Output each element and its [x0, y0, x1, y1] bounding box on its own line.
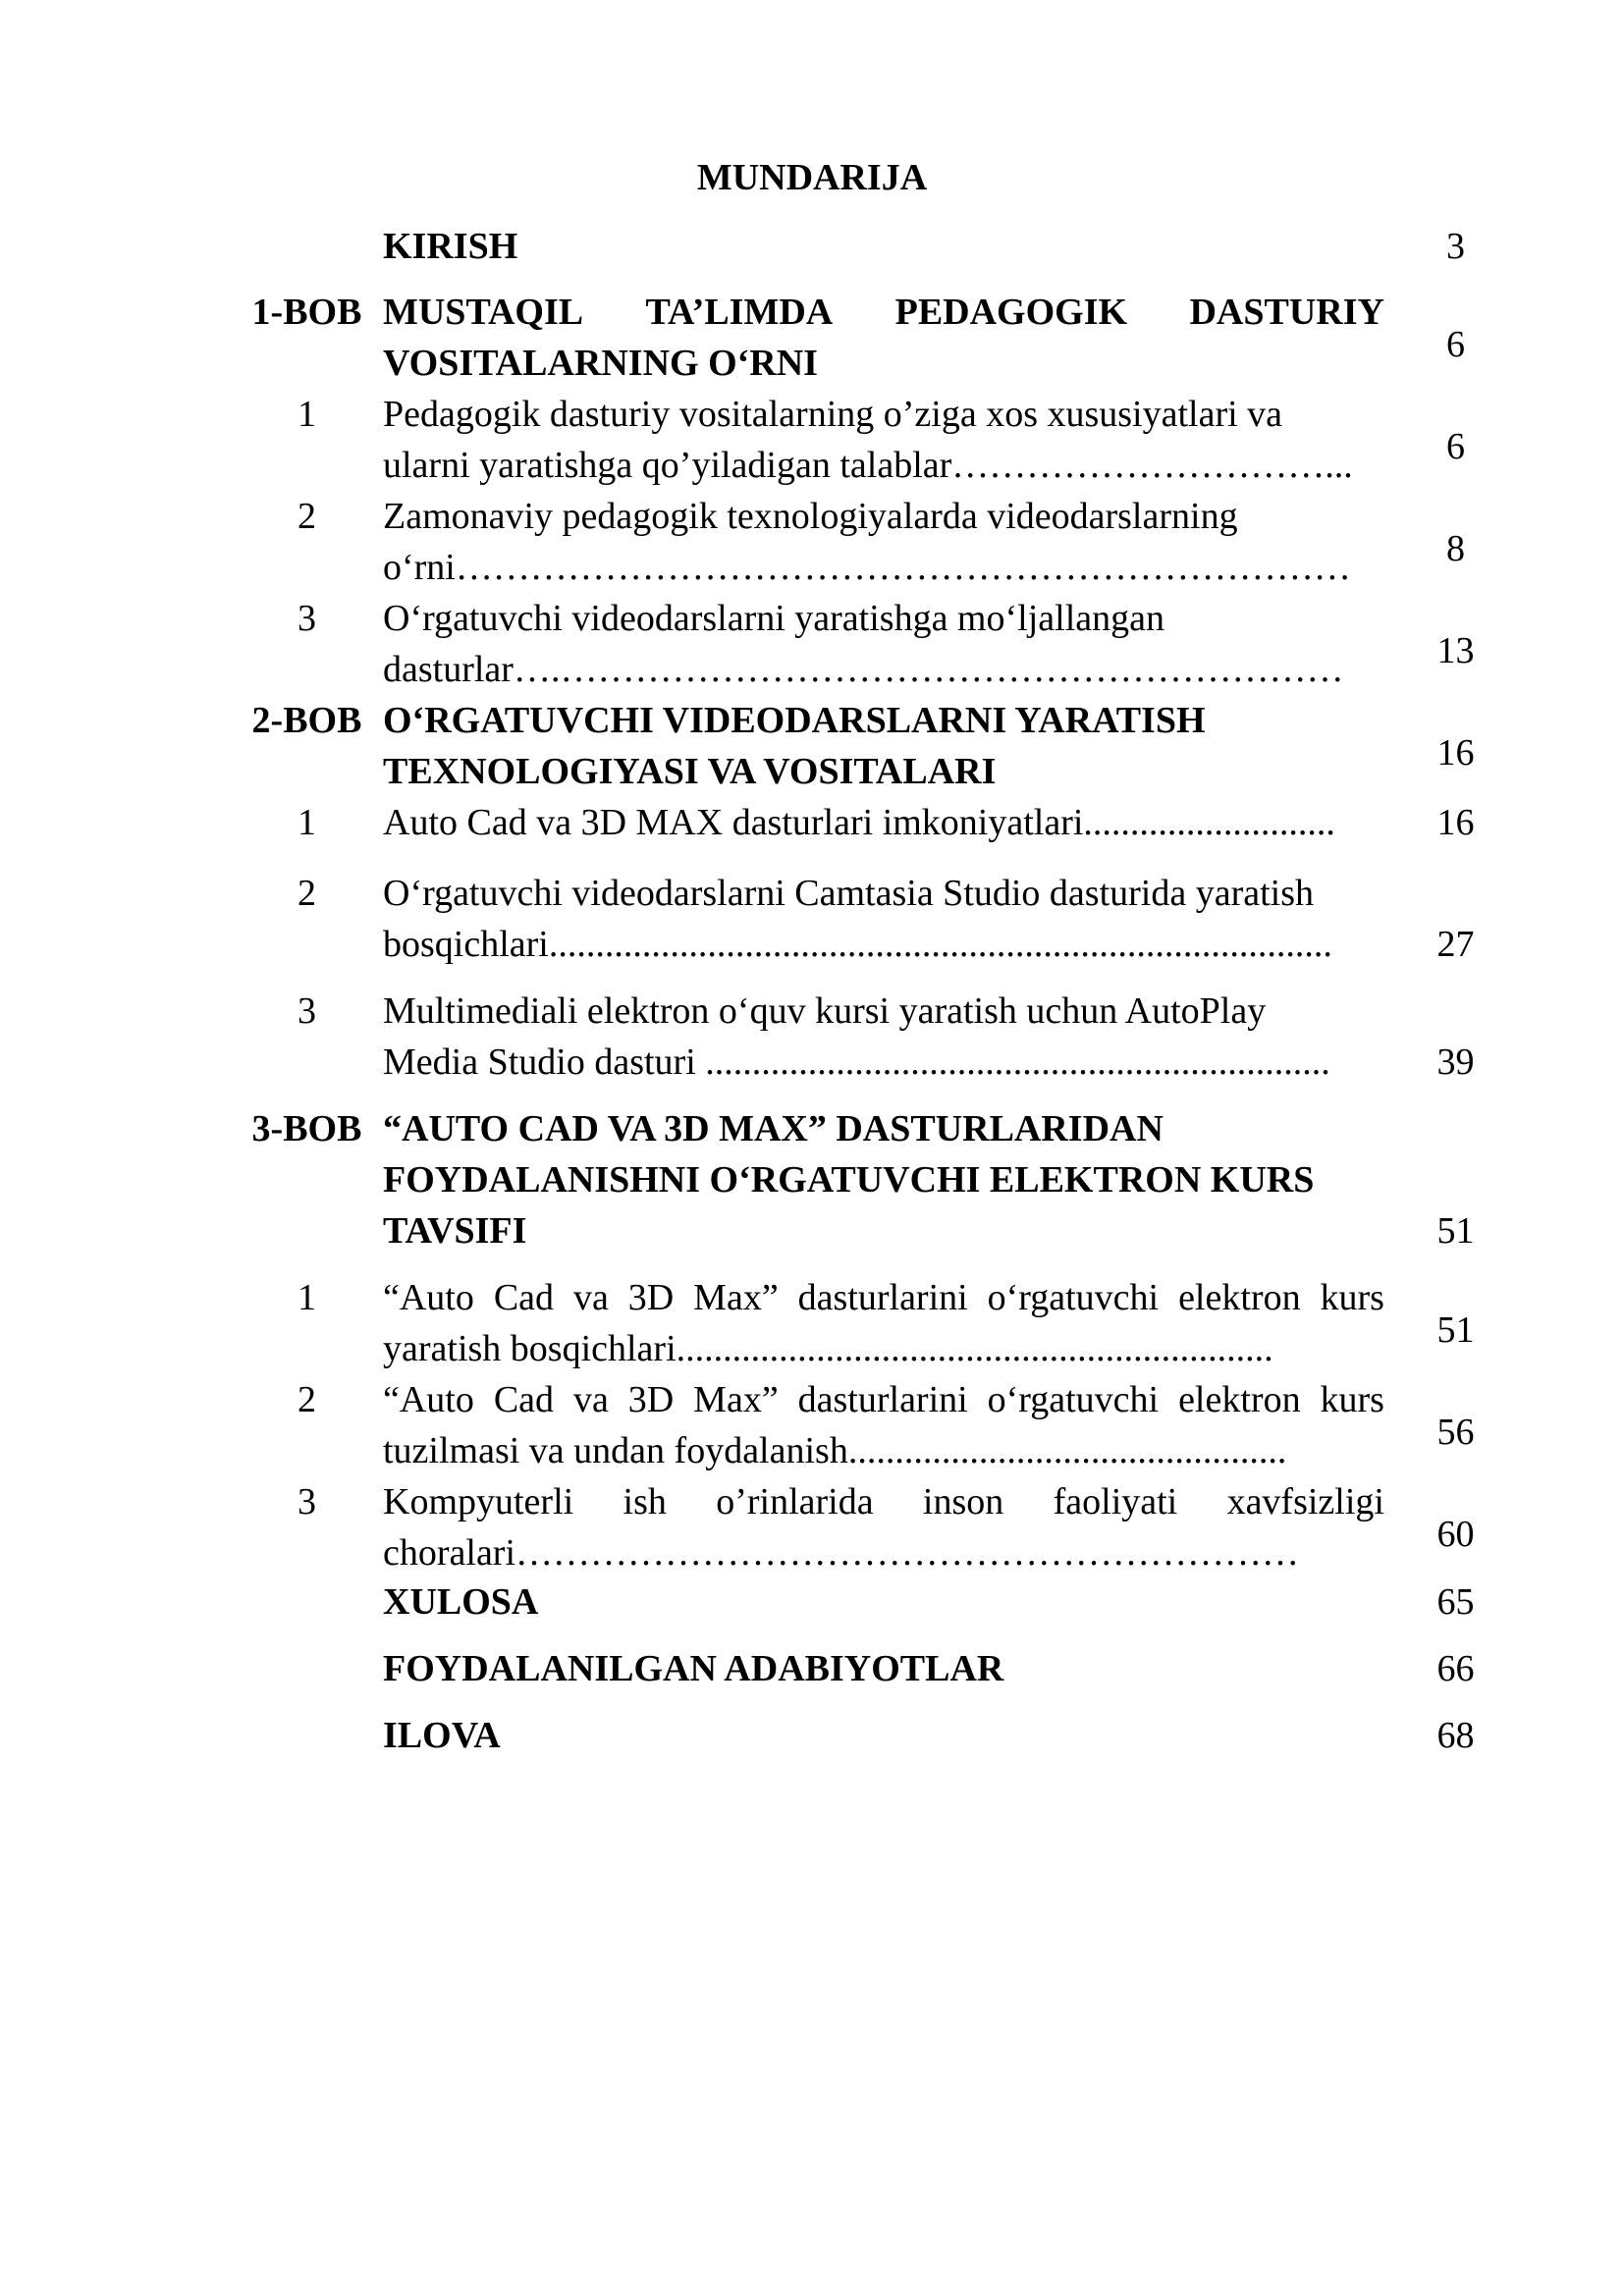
toc-entry-title-line: Multimediali elektron o‘quv kursi yaratish uchun AutoPlay [383, 990, 1267, 1032]
word: TA’LIMDA [645, 292, 834, 333]
toc-entry-number: 1 [298, 802, 316, 843]
toc-entry-title: XULOSA [383, 1581, 539, 1623]
toc-entry-number: 3 [298, 990, 316, 1032]
justified-line [383, 1476, 1384, 1527]
toc-entry-title-line: o‘rni……………………………………………………………… [383, 547, 1351, 588]
toc-entry-title-line: TEXNOLOGIYASI VA VOSITALARI [383, 751, 997, 792]
word: xavfsizligi [1226, 1481, 1384, 1522]
toc-entry-title: ILOVA [383, 1715, 501, 1756]
toc-entry-number: 1 [298, 394, 316, 435]
toc-entry-page: 68 [1436, 1715, 1475, 1756]
toc-entry-title-line: “AUTO CAD VA 3D MAX” DASTURLARIDAN [383, 1108, 1164, 1149]
word: “Auto [383, 1379, 474, 1420]
toc-entry-title-line: VOSITALARNING O‘RNI [383, 343, 818, 384]
toc-entry-title-line: FOYDALANISHNI O‘RGATUVCHI ELEKTRON KURS [383, 1159, 1315, 1201]
toc-entry-title-line: TAVSIFI [383, 1210, 527, 1252]
toc-entry-title-line: dasturlar….……………………………………………………… [383, 649, 1344, 690]
word: va [572, 1277, 609, 1318]
toc-entry-number: 1-BOB [251, 292, 362, 333]
toc-entry-page: 51 [1436, 1309, 1475, 1351]
toc-entry-page: 66 [1436, 1648, 1475, 1689]
toc-entry-number: 2-BOB [251, 700, 362, 741]
toc-entry-number: 3 [298, 598, 316, 639]
toc-entry-page: 13 [1436, 630, 1475, 671]
toc-entry-page: 39 [1436, 1041, 1475, 1083]
toc-entry-title-line: Pedagogik dasturiy vositalarning o’ziga xos xususiyatlari va [383, 394, 1283, 435]
toc-entry-title-line: bosqichlari.................................................................................... [383, 924, 1332, 965]
toc-entry-title-line: yaratish bosqichlari................................................................ [383, 1328, 1273, 1369]
word: Kompyuterli [383, 1481, 574, 1522]
toc-entry-page: 6 [1446, 426, 1465, 467]
toc-entry-page: 56 [1436, 1412, 1475, 1453]
word: MUSTAQIL [383, 292, 584, 333]
toc-entry-page: 3 [1446, 226, 1465, 267]
word: va [572, 1379, 609, 1420]
justified-line [383, 1272, 1384, 1323]
word: dasturlarini [797, 1277, 968, 1318]
toc-entry-number: 2 [298, 1379, 316, 1420]
toc-entry-page: 6 [1446, 324, 1465, 365]
word: o‘rgatuvchi [987, 1379, 1160, 1420]
word: PEDAGOGIK [894, 292, 1128, 333]
word: 3D [627, 1379, 675, 1420]
justified-line [383, 1374, 1384, 1425]
toc-entry-page: 51 [1436, 1210, 1475, 1252]
word: “Auto [383, 1277, 474, 1318]
toc-entry-title-line: O‘RGATUVCHI VIDEODARSLARNI YARATISH [383, 700, 1206, 741]
toc-entry-page: 16 [1436, 732, 1475, 774]
toc-entry-title-line: ularni yaratishga qo’yiladigan talablar…………………………... [383, 445, 1353, 486]
word: o’rinlarida [716, 1481, 874, 1522]
word: elektron [1178, 1379, 1301, 1420]
word: o‘rgatuvchi [987, 1277, 1160, 1318]
toc-entry-title-line [383, 287, 1384, 338]
word: Max” [693, 1277, 779, 1318]
toc-entry-page: 16 [1436, 802, 1475, 843]
word: DASTURIY [1189, 292, 1384, 333]
toc-entry-page: 27 [1436, 924, 1475, 965]
toc-entry-number: 1 [298, 1277, 316, 1318]
toc-entry-title: FOYDALANILGAN ADABIYOTLAR [383, 1648, 1004, 1689]
toc-entry-number: 2 [298, 496, 316, 537]
word: faoliyati [1053, 1481, 1178, 1522]
word: Cad [493, 1379, 555, 1420]
toc-entry-title-line: Auto Cad va 3D MAX dasturlari imkoniyatlari........................... [383, 802, 1335, 843]
word: inson [922, 1481, 1004, 1522]
toc-entry-title-line: tuzilmasi va undan foydalanish............................................... [383, 1430, 1287, 1471]
word: dasturlarini [797, 1379, 968, 1420]
toc-entry-number: 3-BOB [251, 1108, 362, 1149]
word: ish [623, 1481, 667, 1522]
toc-entry-page: 8 [1446, 528, 1465, 569]
word: elektron [1178, 1277, 1301, 1318]
word: Cad [493, 1277, 555, 1318]
word: Max” [693, 1379, 779, 1420]
toc-heading: MUNDARIJA [696, 157, 928, 198]
toc-entry-title-line [383, 1374, 1384, 1425]
toc-entry-title-line: O‘rgatuvchi videodarslarni yaratishga mo‘ljallangan [383, 598, 1164, 639]
toc-entry-title-line: Media Studio dasturi ................................................................... [383, 1041, 1330, 1083]
toc-entry-title-line: choralari……………………………………………………… [383, 1532, 1300, 1574]
word: kurs [1320, 1379, 1384, 1420]
toc-entry-page: 60 [1436, 1514, 1475, 1555]
toc-entry-title-line [383, 1272, 1384, 1323]
toc-entry-number: 2 [298, 873, 316, 914]
toc-entry-number: 3 [298, 1481, 316, 1522]
toc-entry-title: KIRISH [383, 226, 518, 267]
toc-entry-title-line: O‘rgatuvchi videodarslarni Camtasia Studio dasturida yaratish [383, 873, 1315, 914]
toc-entry-title-line: Zamonaviy pedagogik texnologiyalarda videodarslarning [383, 496, 1238, 537]
toc-entry-title-line [383, 1476, 1384, 1527]
word: 3D [627, 1277, 675, 1318]
toc-entry-page: 65 [1436, 1581, 1475, 1623]
word: kurs [1320, 1277, 1384, 1318]
